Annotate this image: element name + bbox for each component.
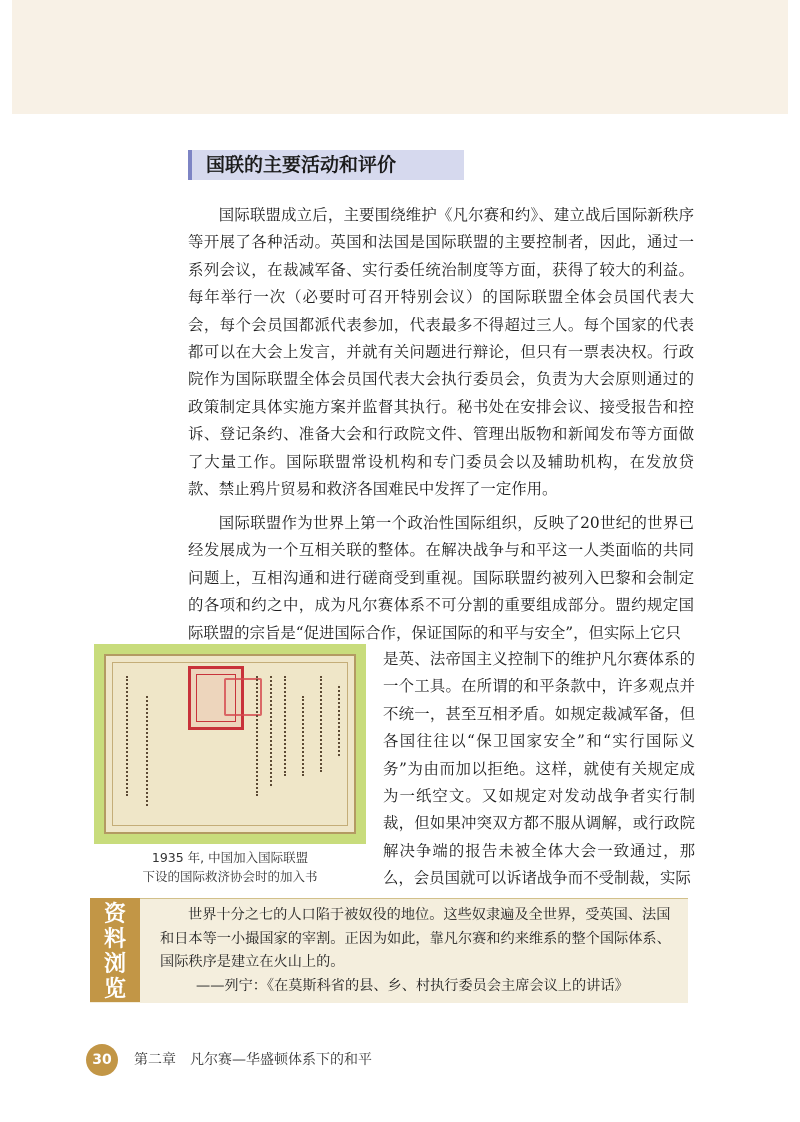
tab-char: 浏: [103, 952, 126, 977]
handwriting-column: [338, 686, 343, 756]
reading-material-tab: [90, 898, 140, 1002]
handwriting-column: [320, 676, 325, 772]
caption-line-2: 下设的国际救济协会时的加入书: [142, 869, 318, 884]
tab-char: 料: [103, 927, 126, 952]
handwriting-column: [256, 676, 261, 796]
caption-line-1: 1935 年, 中国加入国际联盟: [151, 850, 309, 865]
paragraph-3-continued: 是英、法帝国主义控制下的维护凡尔赛体系的一个工具。在所谓的和平条款中，许多观点并不统一，甚至互相矛盾。如规定裁减军备，但各国往往以“保卫国家安全”和“实行国际义务”为由而加以拒绝。这样，就使有关规定成为一纸空文。又如规定对发动战争者实行制裁，但如果冲突双方都不服从调解，或行政院解决争端的报告未被全体大会一致通过，那么，会员国就可以诉诸战争而不受制裁，实际: [383, 650, 695, 888]
chapter-footer: 第二章 凡尔赛—华盛顿体系下的和平: [134, 1052, 372, 1068]
handwriting-column: [302, 696, 307, 776]
tab-char: 资: [103, 902, 126, 927]
quote-source: ——列宁：《在莫斯科省的县、乡、村执行委员会主席会议上的讲话》: [196, 978, 629, 994]
quote-text: 世界十分之七的人口陷于被奴役的地位。这些奴隶遍及全世界，受英国、法国和日本等一小撮国家的宰割。正因为如此，靠凡尔赛和约来维系的整个国际体系、国际秩序是建立在火山上的。: [160, 907, 671, 970]
paragraph-2: 国际联盟作为世界上第一个政治性国际组织，反映了20世纪的世界已经发展成为一个互相关联的整体。在解决战争与和平这一人类面临的共同问题上，互相沟通和进行磋商受到重视。国际联盟约被列入巴黎和会制定的各项和约之中，成为凡尔赛体系不可分割的重要组成部分。盟约规定国际联盟的宗旨是“促进国际合作，保证国际的和平与安全”，但实际上它只: [188, 514, 694, 642]
page-number-badge: 30: [86, 1044, 118, 1076]
handwriting-column: [126, 676, 131, 796]
handwriting-column: [270, 676, 275, 786]
section-title: 国联的主要活动和评价: [188, 150, 464, 180]
tab-char: 览: [103, 977, 126, 1002]
handwriting-column: [284, 676, 289, 776]
figure-caption: [94, 848, 366, 886]
membership-document-image: [94, 644, 366, 844]
top-header-band: [12, 0, 788, 114]
handwriting-column: [146, 696, 151, 806]
reading-quote: [160, 904, 682, 975]
historical-document: [104, 654, 356, 834]
paragraph-1: 国际联盟成立后，主要围绕维护《凡尔赛和约》、建立战后国际新秩序等开展了各种活动。英国和法国是国际联盟的主要控制者，因此，通过一系列会议，在裁减军备、实行委任统治制度等方面，获得了较大的利益。每年举行一次（必要时可召开特别会议）的国际联盟全体会员国代表大会，每个会员国都派代表参加，代表最多不得超过三人。每个国家的代表都可以在大会上发言，并就有关问题进行辩论，但只有一票表决权。行政院作为国际联盟全体会员国代表大会执行委员会，负责为大会原则通过的政策制定具体实施方案并监督其执行。秘书处在安排会议、接受报告和控诉、登记条约、准备大会和行政院文件、管理出版物和新闻发布等方面做了大量工作。国际联盟常设机构和专门委员会以及辅助机构，在发放贷款、禁止鸦片贸易和救济各国难民中发挥了一定作用。: [188, 206, 694, 499]
